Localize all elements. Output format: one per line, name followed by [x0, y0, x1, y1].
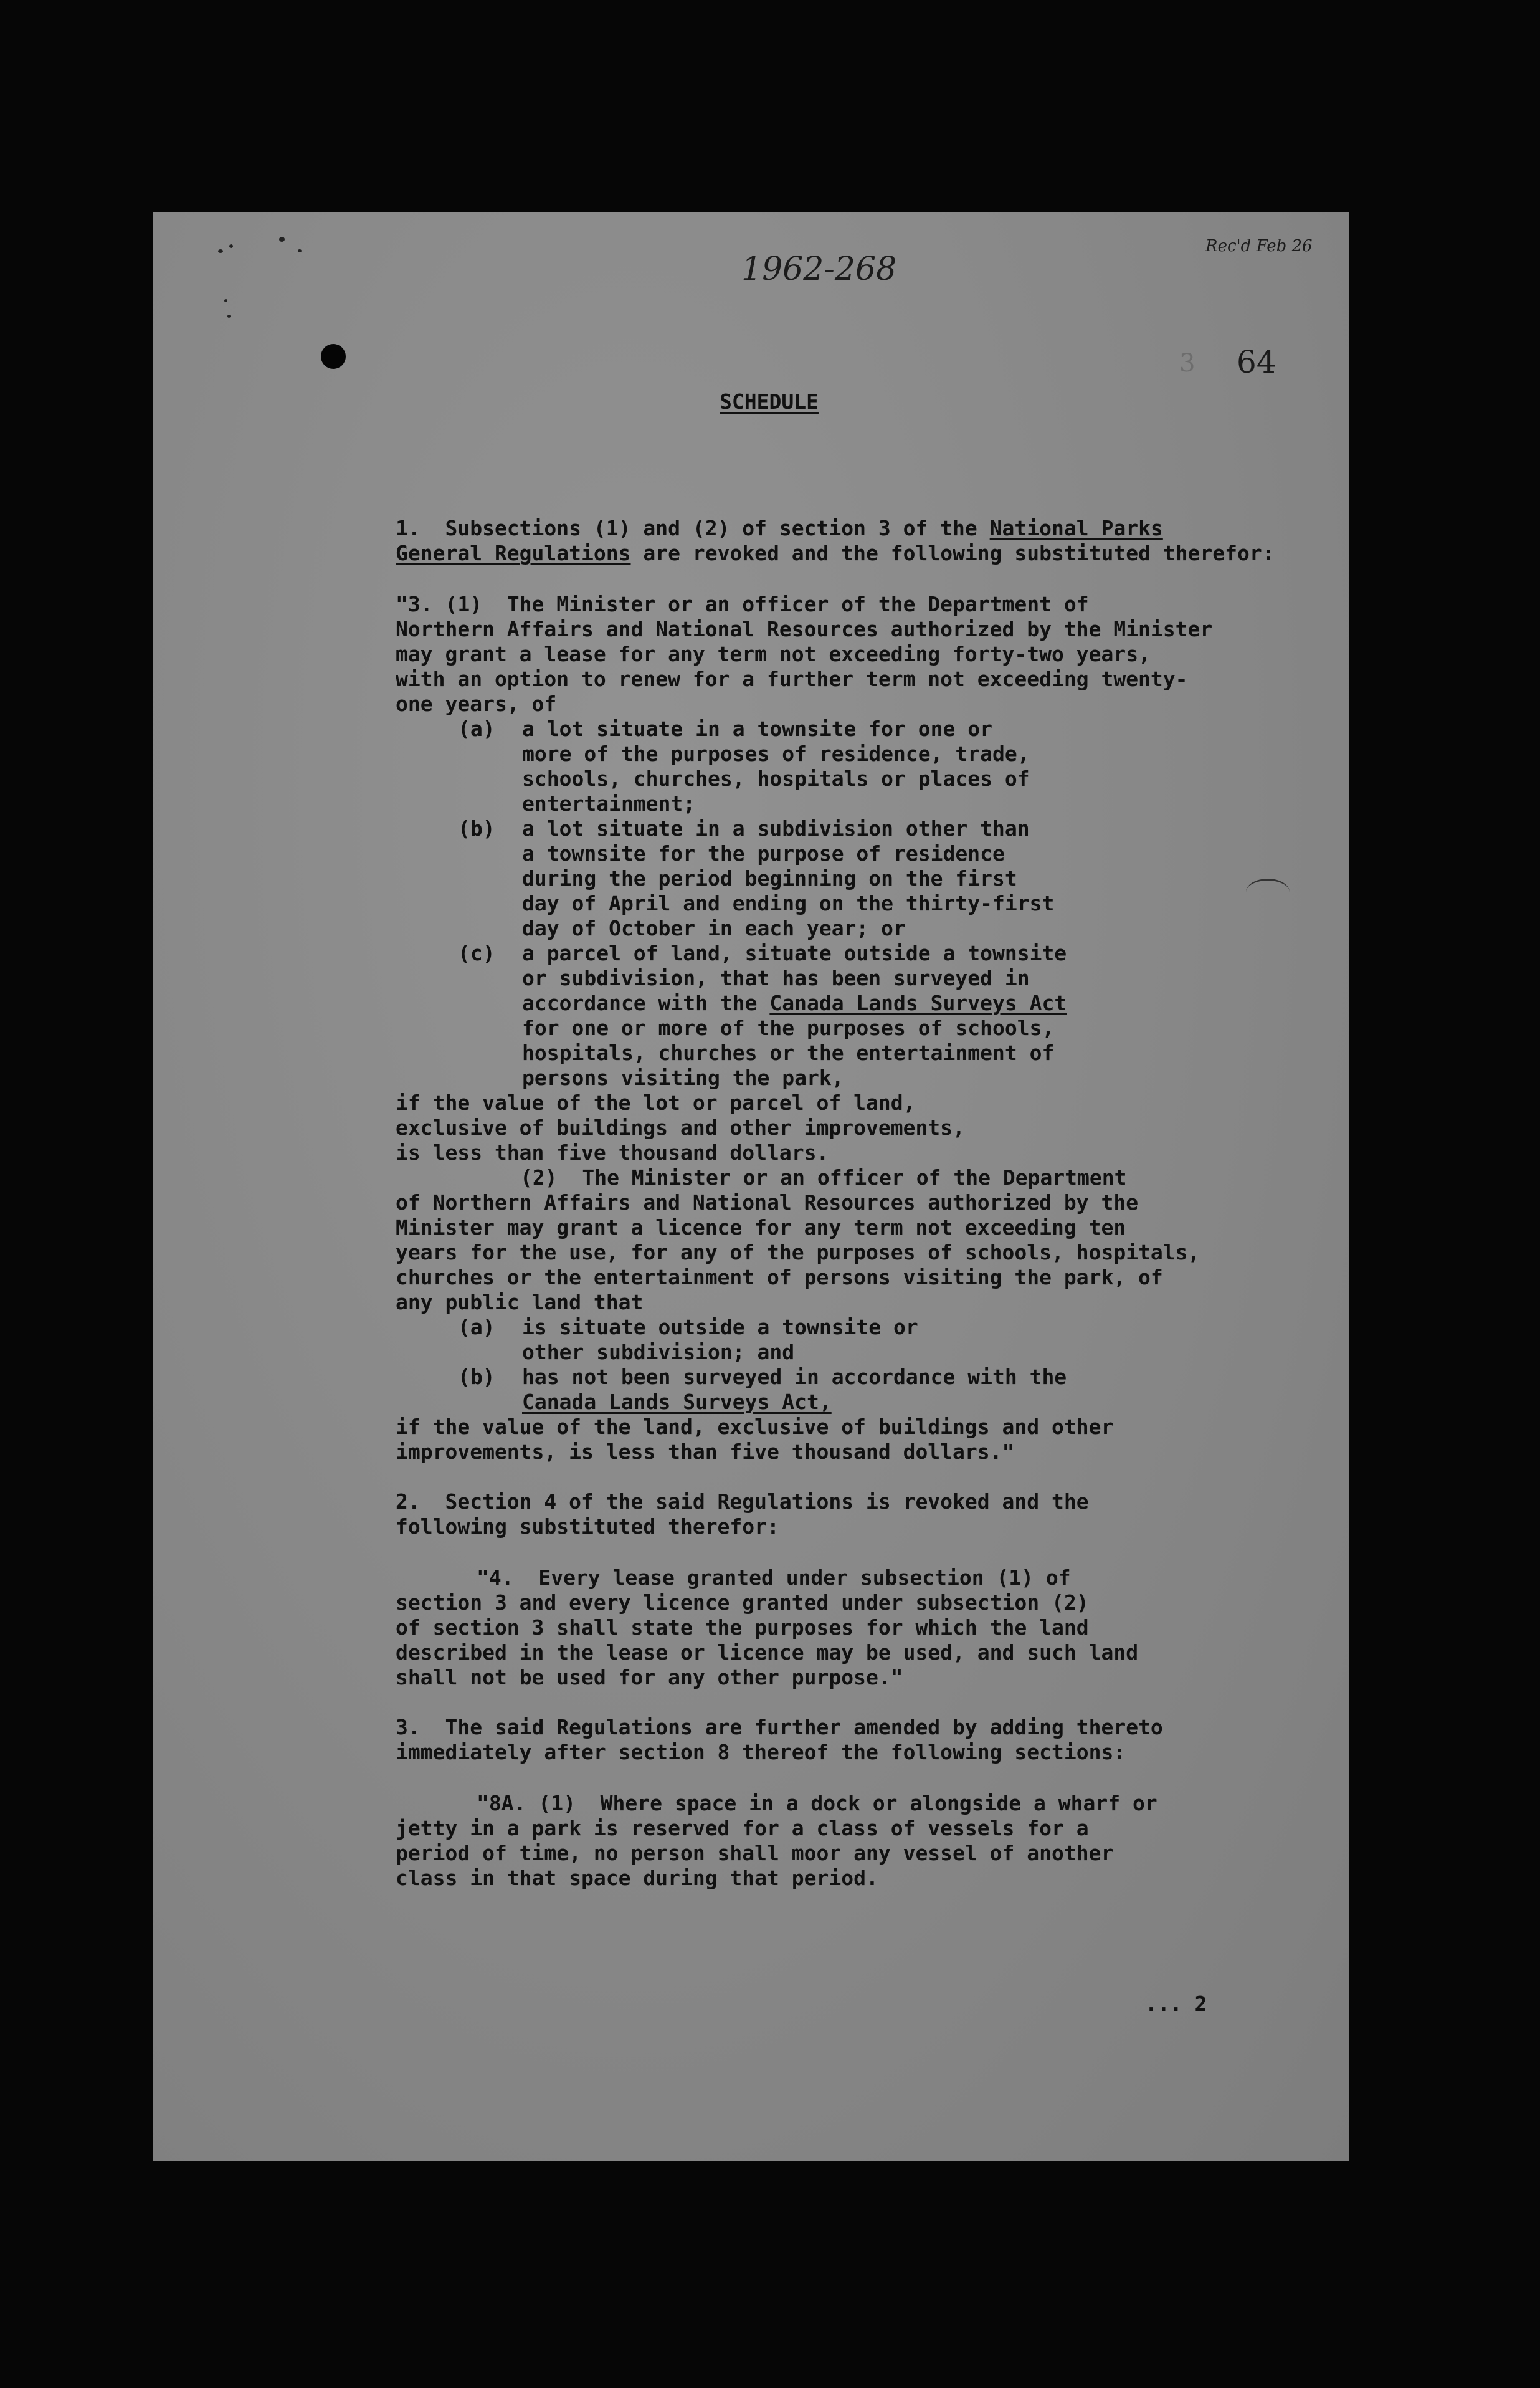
section-4-line: "4. Every lease granted under subsection (1) of: [477, 1565, 1071, 1590]
page-title: SCHEDULE: [720, 389, 819, 414]
item-b-line: day of October in each year; or: [522, 916, 906, 940]
closing-line: improvements, is less than five thousand dollars.": [396, 1440, 1015, 1464]
item-a-line: more of the purposes of residence, trade,: [522, 742, 1030, 766]
closing-line: if the value of the land, exclusive of buildings and other: [396, 1415, 1114, 1439]
item-c-line: [522, 991, 1067, 1016]
item-2a-line: other subdivision; and: [522, 1340, 795, 1364]
item-c-text: accordance with the: [522, 991, 770, 1015]
section-4-line: of section 3 shall state the purposes for which the land: [396, 1615, 1089, 1640]
section-4-line: described in the lease or licence may be used, and such land: [396, 1640, 1139, 1664]
item-label: (a): [458, 1315, 495, 1339]
stray-mark: 3: [1179, 349, 1195, 378]
item-a-line: a lot situate in a townsite for one or: [522, 717, 992, 741]
act-title: Canada Lands Surveys Act: [769, 991, 1067, 1015]
item-b-line: a townsite for the purpose of residence: [522, 841, 1005, 866]
item-a-line: entertainment;: [522, 791, 696, 816]
item-label: (b): [458, 1365, 495, 1389]
subsection-3-1-line: "3. (1) The Minister or an officer of the Department of: [396, 592, 1089, 616]
closing-line: exclusive of buildings and other improvements,: [396, 1115, 965, 1140]
subsection-3-2-line: any public land that: [396, 1290, 644, 1314]
closing-line: is less than five thousand dollars.: [396, 1140, 829, 1165]
subsection-3-2-line: years for the use, for any of the purposes of schools, hospitals,: [396, 1240, 1200, 1264]
section-1-heading-line2: [396, 541, 1275, 566]
item-c-line: for one or more of the purposes of schools,: [522, 1016, 1055, 1040]
page-number: 64: [1237, 344, 1276, 380]
section-2-line: following substituted therefor:: [396, 1514, 779, 1539]
item-label: (b): [458, 816, 495, 841]
item-label: (c): [458, 941, 495, 965]
section-4-line: section 3 and every licence granted under subsection (2): [396, 1590, 1089, 1615]
item-c-line: persons visiting the park,: [522, 1066, 844, 1090]
corner-speck: [224, 299, 227, 302]
subsection-3-1-line: with an option to renew for a further term not exceeding twenty-: [396, 667, 1188, 691]
section-1-text-cont: are revoked and the following substituted therefor:: [630, 541, 1275, 565]
handwritten-reference: 1962-268: [741, 251, 897, 288]
act-title: Canada Lands Surveys Act,: [522, 1390, 832, 1414]
received-note: Rec'd Feb 26: [1205, 237, 1313, 256]
punch-hole: [321, 344, 346, 369]
closing-line: if the value of the lot or parcel of land,: [396, 1091, 916, 1115]
corner-speck: [218, 249, 223, 253]
item-b-line: a lot situate in a subdivision other than: [522, 816, 1030, 841]
section-3-line: 3. The said Regulations are further amended by adding thereto: [396, 1715, 1163, 1739]
corner-speck: [298, 249, 302, 252]
section-1-heading: [396, 516, 1163, 541]
item-c-line: hospitals, churches or the entertainment of: [522, 1041, 1055, 1065]
item-a-line: schools, churches, hospitals or places of: [522, 767, 1030, 791]
section-2-line: 2. Section 4 of the said Regulations is revoked and the: [396, 1489, 1089, 1514]
section-8a-line: "8A. (1) Where space in a dock or alongside a wharf or: [477, 1791, 1157, 1815]
section-8a-line: jetty in a park is reserved for a class of vessels for a: [396, 1816, 1089, 1840]
section-1-text: 1. Subsections (1) and (2) of section 3 of the: [396, 516, 990, 540]
regulations-title: National Parks: [989, 516, 1163, 540]
item-b-line: during the period beginning on the first: [522, 866, 1017, 891]
item-label: (a): [458, 717, 495, 741]
section-8a-line: class in that space during that period.: [396, 1866, 878, 1890]
section-8a-line: period of time, no person shall moor any vessel of another: [396, 1841, 1114, 1865]
subsection-3-2-line: (2) The Minister or an officer of the Department: [520, 1165, 1127, 1190]
corner-speck: [279, 237, 285, 242]
page-continuation: ... 2: [1145, 1992, 1207, 2016]
subsection-3-2-line: of Northern Affairs and National Resources authorized by the: [396, 1190, 1139, 1215]
subsection-3-1-line: one years, of: [396, 692, 557, 716]
item-b-line: day of April and ending on the thirty-first: [522, 891, 1055, 915]
corner-speck: [229, 244, 233, 248]
subsection-3-1-line: may grant a lease for any term not exceeding forty-two years,: [396, 642, 1151, 666]
item-c-line: or subdivision, that has been surveyed in: [522, 966, 1030, 990]
section-3-line: immediately after section 8 thereof the following sections:: [396, 1740, 1126, 1764]
item-c-line: a parcel of land, situate outside a townsite: [522, 941, 1067, 965]
subsection-3-1-line: Northern Affairs and National Resources authorized by the Minister: [396, 617, 1213, 641]
regulations-title-cont: General Regulations: [396, 541, 631, 565]
item-2b-line: has not been surveyed in accordance with the: [522, 1365, 1067, 1389]
subsection-3-2-line: churches or the entertainment of persons visiting the park, of: [396, 1265, 1163, 1289]
item-2a-line: is situate outside a townsite or: [522, 1315, 918, 1339]
corner-speck: [227, 315, 231, 318]
pencil-mark: [1246, 879, 1290, 905]
subsection-3-2-line: Minister may grant a licence for any term not exceeding ten: [396, 1215, 1126, 1239]
section-4-line: shall not be used for any other purpose.": [396, 1665, 903, 1689]
